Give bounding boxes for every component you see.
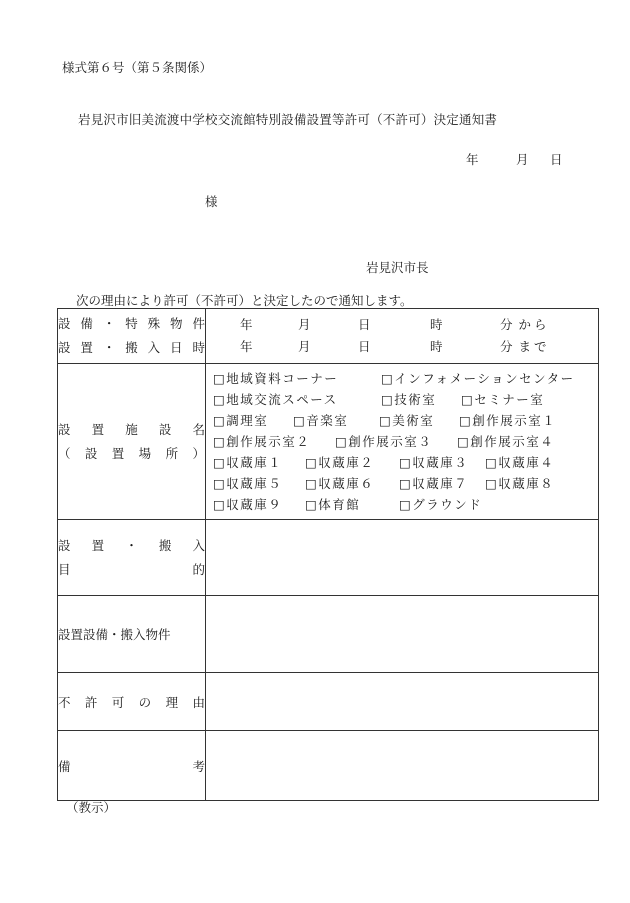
- facility-checkbox-option[interactable]: □グラウンド: [399, 497, 483, 512]
- label-char: 時: [192, 340, 205, 355]
- facility-checkbox-option[interactable]: □美術室: [379, 413, 435, 428]
- datetime-label-line-1: [58, 312, 205, 336]
- label-char: 考: [192, 758, 205, 774]
- label-char: 入: [147, 340, 161, 355]
- facility-checkbox-option[interactable]: □創作展示室４: [457, 434, 555, 449]
- datetime-to-line: 年 月 日 時 分 まで: [240, 339, 550, 354]
- label-char: ・: [125, 537, 138, 553]
- facility-checkbox-option[interactable]: □創作展示室１: [459, 413, 557, 428]
- equipment-label-cell: [58, 596, 206, 673]
- facility-checkbox-list: [206, 364, 598, 519]
- facility-checkbox-option[interactable]: □セミナー室: [461, 392, 545, 407]
- label-char: 物: [170, 316, 183, 331]
- label-char: 備: [80, 316, 93, 331]
- facility-checkbox-option[interactable]: □収蔵庫３: [399, 455, 469, 470]
- purpose-row: [58, 520, 599, 596]
- date-year-label: 年: [466, 152, 479, 167]
- facility-checkbox-option[interactable]: □創作展示室２: [213, 434, 311, 449]
- label-char: 的: [192, 561, 205, 577]
- label-char: 設: [158, 421, 172, 437]
- label-char: ）: [192, 445, 205, 461]
- facility-checkbox-option[interactable]: □収蔵庫６: [305, 476, 375, 491]
- facility-checkbox-option[interactable]: □体育館: [305, 497, 361, 512]
- label-char: 許: [84, 694, 98, 710]
- datetime-row: [58, 309, 599, 364]
- label-char: 置: [80, 340, 93, 355]
- label-char: 不: [58, 694, 71, 710]
- datetime-from-line: 年 月 日 時 分 から: [240, 317, 550, 332]
- facility-checkbox-option[interactable]: □インフォメーションセンター: [381, 371, 575, 386]
- label-char: 特: [125, 316, 138, 331]
- label-char: 日: [170, 340, 183, 355]
- facility-option-row: [213, 494, 598, 515]
- datetime-value-cell: [206, 309, 599, 364]
- label-char: 置: [91, 421, 105, 437]
- label-char: 所: [165, 445, 179, 461]
- label-char: 目: [58, 561, 71, 577]
- facility-option-row: [213, 410, 598, 431]
- facility-checkbox-option[interactable]: □収蔵庫５: [213, 476, 283, 491]
- lead-text: 次の理由により許可（不許可）と決定したので通知します。: [76, 293, 413, 308]
- denial-label: [58, 693, 205, 711]
- denial-value-cell[interactable]: [206, 673, 599, 731]
- facility-checkbox-option[interactable]: □収蔵庫８: [485, 476, 555, 491]
- remarks-label-cell: [58, 731, 206, 801]
- notice-form-table: [57, 308, 599, 801]
- facility-option-row: [213, 431, 598, 452]
- datetime-label-cell: [58, 309, 206, 364]
- facility-option-row: [213, 368, 598, 389]
- facility-row: [58, 364, 599, 520]
- date-day-label: 日: [550, 152, 563, 167]
- label-char: 可: [111, 694, 125, 710]
- facility-option-row: [213, 452, 598, 473]
- purpose-label-cell: [58, 520, 206, 596]
- facility-checkbox-option[interactable]: □収蔵庫９: [213, 497, 283, 512]
- facility-checkbox-option[interactable]: □音楽室: [293, 413, 349, 428]
- label-char: 置: [111, 445, 125, 461]
- label-char: 由: [192, 694, 205, 710]
- label-char: 置: [91, 537, 105, 553]
- facility-label-cell: [58, 364, 206, 520]
- remarks-value-cell[interactable]: [206, 731, 599, 801]
- label-char: 搬: [158, 537, 172, 553]
- label-char: 設: [58, 340, 71, 355]
- purpose-label-line-1: [58, 534, 205, 558]
- facility-checkbox-option[interactable]: □収蔵庫４: [485, 455, 555, 470]
- instruction-note: （教示）: [66, 800, 117, 815]
- equipment-label: 設置設備・搬入物件: [58, 627, 171, 642]
- document-title: 岩見沢市旧美流渡中学校交流館特別設備設置等許可（不許可）決定通知書: [78, 112, 498, 127]
- facility-checkbox-option[interactable]: □収蔵庫１: [213, 455, 283, 470]
- remarks-label: [58, 757, 205, 775]
- label-char: 設: [58, 316, 71, 331]
- recipient-suffix: 様: [205, 194, 218, 209]
- facility-checkbox-option[interactable]: □地域資料コーナー: [213, 371, 339, 386]
- label-char: 設: [58, 537, 71, 553]
- remarks-row: [58, 731, 599, 801]
- facility-checkbox-option[interactable]: □技術室: [381, 392, 437, 407]
- facility-checkbox-option[interactable]: □調理室: [213, 413, 269, 428]
- label-char: 場: [138, 445, 152, 461]
- label-char: 殊: [147, 316, 161, 331]
- facility-checkbox-option[interactable]: □地域交流スペース: [213, 392, 338, 407]
- label-char: の: [138, 694, 152, 710]
- equipment-row: [58, 596, 599, 673]
- label-char: 設: [84, 445, 98, 461]
- purpose-value-cell[interactable]: [206, 520, 599, 596]
- facility-option-row: [213, 389, 598, 410]
- label-char: ・: [102, 316, 116, 331]
- label-char: ・: [102, 340, 116, 355]
- equipment-value-cell[interactable]: [206, 596, 599, 673]
- issue-date: [466, 150, 563, 168]
- label-char: 入: [192, 537, 205, 553]
- purpose-label-line-2: [58, 558, 205, 582]
- label-char: 備: [58, 758, 71, 774]
- label-char: 件: [192, 316, 205, 331]
- facility-checkbox-option[interactable]: □収蔵庫７: [399, 476, 469, 491]
- issuer-name: 岩見沢市長: [366, 260, 429, 275]
- facility-checkbox-option[interactable]: □収蔵庫２: [305, 455, 375, 470]
- form-number: 様式第６号（第５条関係）: [62, 60, 213, 75]
- datetime-label-line-2: [58, 336, 205, 360]
- facility-label-line-1: [58, 418, 205, 442]
- date-month-label: 月: [516, 152, 529, 167]
- label-char: （: [58, 445, 71, 461]
- label-char: 名: [192, 421, 205, 437]
- facility-option-row: [213, 473, 598, 494]
- facility-label-line-2: [58, 442, 205, 466]
- label-char: 理: [165, 694, 179, 710]
- denial-row: [58, 673, 599, 731]
- label-char: 搬: [125, 340, 138, 355]
- facility-options-cell: [206, 364, 599, 520]
- denial-label-cell: [58, 673, 206, 731]
- label-char: 設: [58, 421, 71, 437]
- facility-checkbox-option[interactable]: □創作展示室３: [335, 434, 433, 449]
- label-char: 施: [125, 421, 138, 437]
